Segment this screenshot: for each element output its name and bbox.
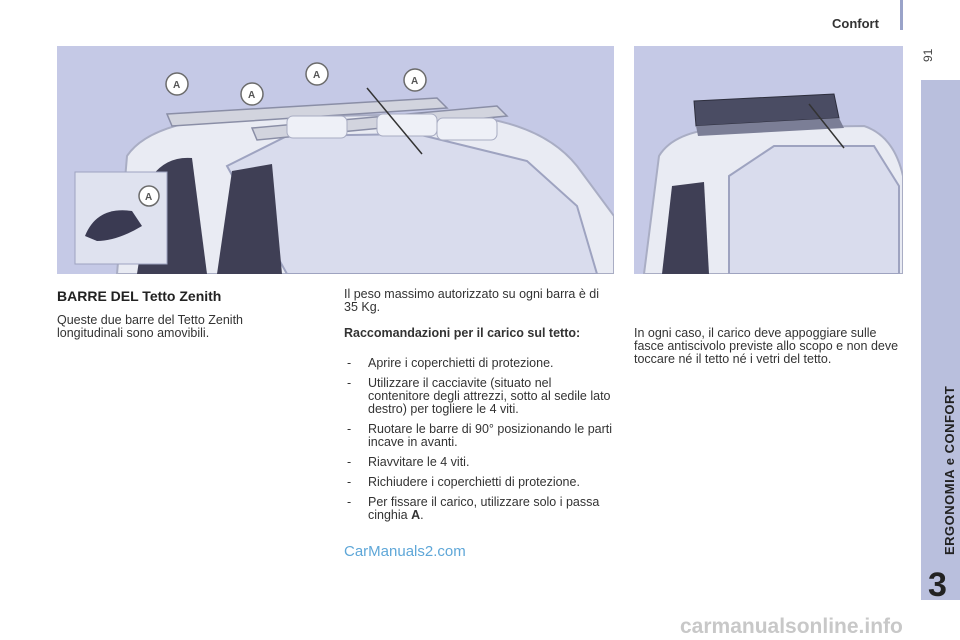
- header-divider: [900, 0, 903, 30]
- chapter-title: ERGONOMIA e CONFORT: [942, 385, 957, 555]
- section-title: BARRE DEL Tetto Zenith: [57, 288, 222, 304]
- list-item: - Aprire i coperchietti di protezione.: [347, 356, 554, 370]
- max-weight-note: Il peso massimo autorizzato su ogni barra è di 35 Kg.: [344, 287, 599, 314]
- section-intro: Queste due barre del Tetto Zenith longitudinali sono amovibili.: [57, 313, 243, 340]
- watermark-carmanualsonline[interactable]: carmanualsonline.info: [680, 615, 903, 638]
- callout-a-3: [306, 63, 328, 85]
- vehicle-load-drawing: [634, 46, 903, 274]
- detail-inset: [75, 172, 167, 264]
- callout-a-4: [404, 69, 426, 91]
- svg-text:A: A: [313, 70, 321, 81]
- callout-a-2: [241, 83, 263, 105]
- list-item: - Utilizzare il cacciavite (situato nel contenitore degli attrezzi, sotto al sedile lato destro) per togliere le 4 viti.: [347, 376, 611, 416]
- svg-text:A: A: [248, 90, 256, 101]
- steps-list: [344, 357, 616, 529]
- roof-bars-illustration: [57, 46, 614, 274]
- vehicle-roof-drawing: [57, 46, 614, 274]
- list-item: - Per fissare il carico, utilizzare solo i passa cinghia A.: [347, 495, 600, 522]
- svg-text:A: A: [411, 76, 419, 87]
- svg-text:A: A: [173, 80, 181, 91]
- svg-text:A: A: [145, 192, 153, 203]
- list-item: - Riavvitare le 4 viti.: [347, 455, 470, 469]
- load-placement-note: In ogni caso, il carico deve appoggiare sulle fasce antiscivolo previste allo scopo e non deve toccare né il tetto né i vetri del tetto.: [634, 326, 899, 366]
- recommendations-title: Raccomandazioni per il carico sul tetto:: [344, 326, 581, 340]
- list-item: - Richiudere i coperchietti di protezione.: [347, 475, 580, 489]
- watermark-carmanuals[interactable]: CarManuals2.com: [344, 543, 466, 560]
- page-number: 91: [921, 48, 935, 62]
- roof-load-illustration: [634, 46, 903, 274]
- list-item: - Ruotare le barre di 90° posizionando le parti incave in avanti.: [347, 422, 613, 449]
- page-header-title: Confort: [832, 16, 879, 31]
- chapter-number: 3: [928, 566, 947, 604]
- callout-a-1: [166, 73, 188, 95]
